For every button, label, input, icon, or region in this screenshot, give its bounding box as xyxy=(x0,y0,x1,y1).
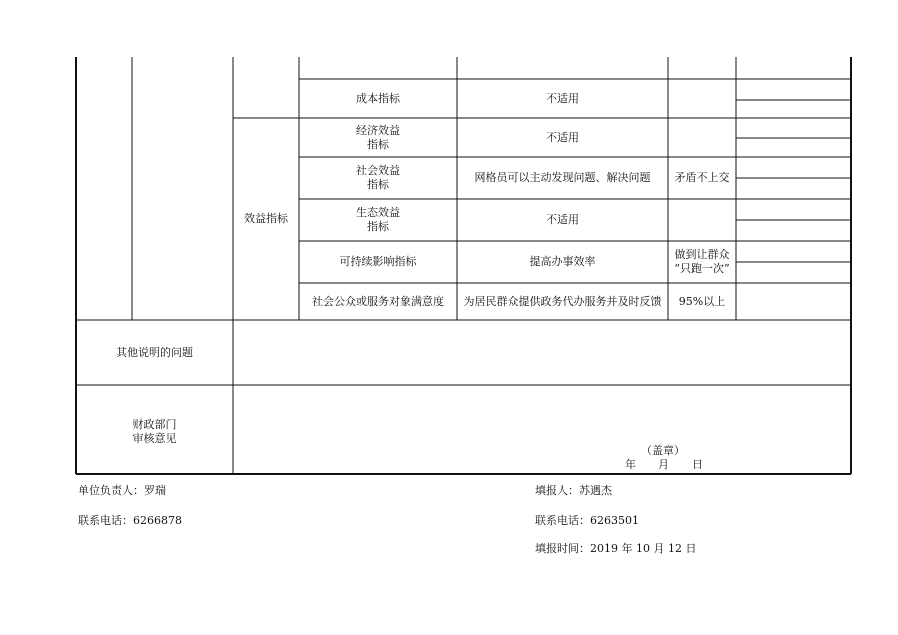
benefit-indicator-label xyxy=(233,118,299,320)
finance-dept-line2: 审核意见 xyxy=(132,432,177,445)
satisfaction-label-text: 社会公众或服务对象满意度 xyxy=(312,294,444,308)
cost-indicator-value xyxy=(457,79,668,118)
social-benefit-line2: 指标 xyxy=(367,178,389,191)
ecological-benefit-value xyxy=(457,199,668,241)
cost-value-text: 不适用 xyxy=(546,91,579,105)
cost-indicator-label xyxy=(299,79,457,118)
benefit-indicator-text: 效益指标 xyxy=(244,212,288,225)
unit-head: 单位负责人：罗瑞 xyxy=(78,484,166,497)
sustainable-impact-value-text: 提高办事效率 xyxy=(529,255,596,268)
sustainable-impact-text: 可持续影响指标 xyxy=(339,255,417,268)
social-benefit-value-text: 网格员可以主动发现问题、解决问题 xyxy=(474,171,651,184)
finance-dept-line1: 财政部门 xyxy=(132,418,177,431)
satisfaction-value-text: 为居民群众提供政务代办服务并及时反馈 xyxy=(463,294,662,308)
report-time: 填报时间：2019 年 10 月 12 日 xyxy=(535,542,697,555)
sustainable-impact-target-line2: “只跑一次” xyxy=(674,262,730,275)
other-issues-text: 其他说明的问题 xyxy=(116,345,193,359)
sustainable-impact-value xyxy=(457,241,668,283)
date-month: 月 xyxy=(658,458,669,471)
social-benefit-value xyxy=(457,157,668,199)
economic-benefit-value-text: 不适用 xyxy=(546,130,579,144)
sustainable-impact-target xyxy=(668,241,736,283)
economic-benefit-value xyxy=(457,118,668,157)
finance-dept-label xyxy=(76,385,233,474)
cost-indicator-text: 成本指标 xyxy=(356,91,400,105)
sustainable-impact-target-line1: 做到让群众 xyxy=(674,248,730,261)
date-year: 年 xyxy=(625,458,636,471)
ecological-benefit-value-text: 不适用 xyxy=(546,213,579,226)
sustainable-impact-label xyxy=(299,241,457,283)
social-benefit-target-text: 矛盾不上交 xyxy=(674,171,730,184)
economic-benefit-line1: 经济效益 xyxy=(356,123,400,137)
reporter: 填报人：苏遇杰 xyxy=(535,484,612,497)
satisfaction-target-text: 95%以上 xyxy=(678,294,726,308)
satisfaction-target xyxy=(668,283,736,320)
satisfaction-value xyxy=(457,283,668,320)
ecological-benefit-line2: 指标 xyxy=(367,220,389,233)
ecological-benefit-line1: 生态效益 xyxy=(356,206,400,219)
economic-benefit-line2: 指标 xyxy=(367,137,389,151)
economic-benefit-label xyxy=(299,118,457,157)
phone-right: 联系电话：6263501 xyxy=(535,514,639,527)
date-day: 日 xyxy=(692,458,703,471)
satisfaction-label xyxy=(299,283,457,320)
social-benefit-line1: 社会效益 xyxy=(356,164,400,177)
social-benefit-label xyxy=(299,157,457,199)
other-issues-label xyxy=(76,320,233,385)
ecological-benefit-label xyxy=(299,199,457,241)
seal-text: （盖章） xyxy=(641,444,685,457)
phone-left: 联系电话：6266878 xyxy=(78,514,182,527)
social-benefit-target xyxy=(668,157,736,199)
